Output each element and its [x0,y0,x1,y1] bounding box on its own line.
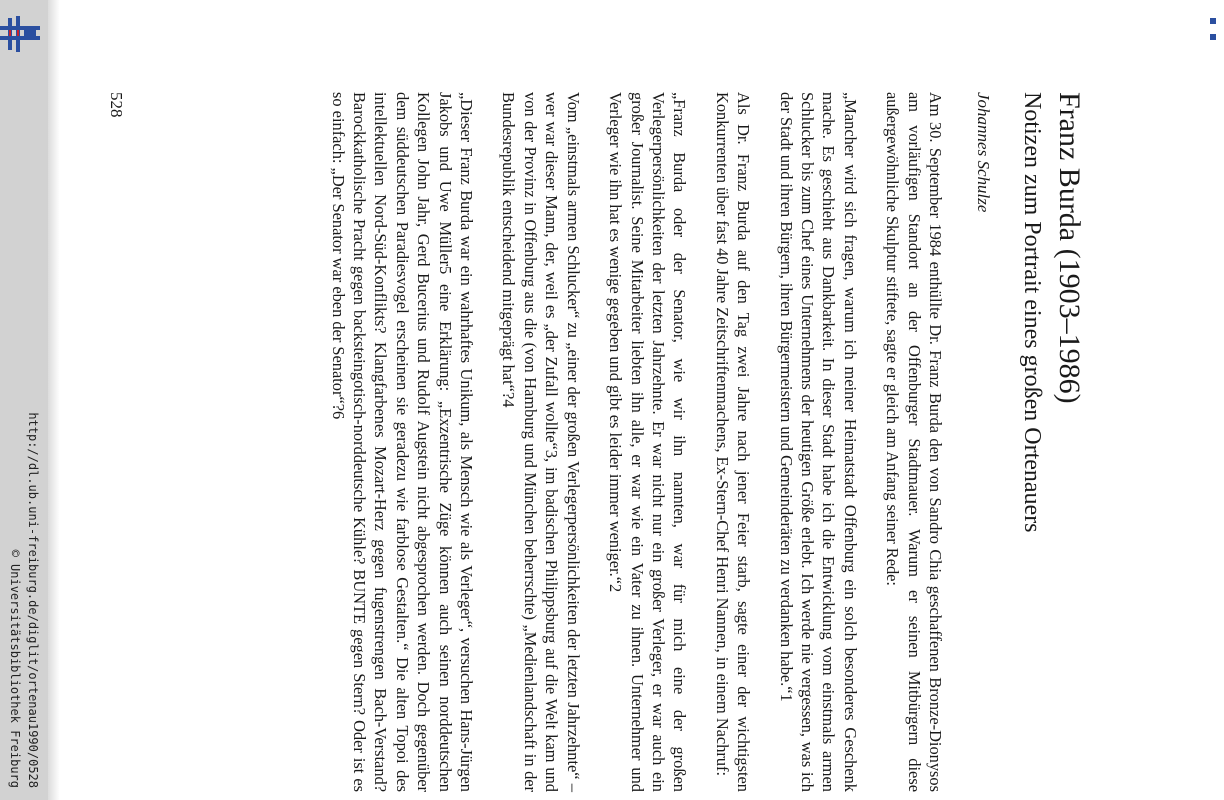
viewer-sidebar [0,0,48,800]
paragraph: „Mancher wird sich fragen, warum ich meiner Heimatstadt Offenburg ein solch besonderes Geschenk mache. Es geschieht aus Dankbarkeit. In dieser Stadt habe ich die Entwicklung vom einstmals armen Schlucker bis zum Chef eines Unternehmens der heutigen Größe erlebt. Ich werde nie vergessen, was ich der Stadt und ihren Bürgern, ihren Bürgermeistern und Gemeinderäten zu verdanken habe.“1 [776,92,860,792]
page-edge-shadow [48,0,60,800]
paragraph: Als Dr. Franz Burda auf den Tag zwei Jahre nach jener Feier starb, sagte einer der wichtigsten Konkurrenten über fast 40 Jahre Zeitschriftenmachens, Ex-Stern-Chef Henri Nannen, in einem Nachruf: [712,92,754,792]
page-marker-icon [1210,18,1216,40]
article-title: Franz Burda (1903–1986) [1053,92,1086,404]
page-content [86,92,1110,792]
source-url[interactable]: http://dl.ub.uni-freiburg.de/diglit/ortenau1990/0528 [26,412,40,788]
page-number: 528 [107,92,126,118]
scanned-page [86,92,1110,792]
article-subtitle: Notizen zum Portrait eines großen Ortenauers [1019,92,1045,533]
paragraph: „Franz Burda oder der Senator, wie wir ihn nannten, war für mich eine der großen Verlegerpersönlichkeiten der letzten Jahrzehnte. Er war nicht nur ein großer Verleger, er war auch ein großer Journalist. Seine Mitarbeiter liebten ihn alle, er war wie ein Vater zu ihnen. Unternehmer und Verleger wie ihn hat es wenige gegeben und gibt es leider immer weniger.“2 [606,92,690,792]
article-author: Johannes Schulze [974,92,993,213]
paragraph: Am 30. September 1984 enthüllte Dr. Franz Burda den von Sandro Chia geschaffenen Bronze-Dionysos am vorläufigen Standort an der Offenburger Stadtmauer. Warum er seinen Mitbürgern diese außergewöhnliche Skulptur stiftete, sagte er gleich am Anfang seiner Rede: [883,92,945,792]
paragraph: „Dieser Franz Burda war ein wahrhaftes Unikum, als Mensch wie als Verleger“, versuchen Hans-Jürgen Jakobs und Uwe Müller5 eine Erklärung: „Exzentrische Züge können auch seinen norddeutschen Kollegen John Jahr, Gerd Bucerius und Rudolf Augstein nicht abgesprochen werden. Doch gegenüber dem süddeutschen Paradiesvogel erscheinen sie geradezu wie farblose Gestalten.“ Die alten Topoi des intellektuellen Nord-Süd-Konflikts? Klangfarbenes Mozart-Herz gegen fugenstrengen Bach-Verstand? Barockkatholische Pracht gegen backsteingotisch-norddeutsche Kühle? BUNTE gegen Stern? Oder ist es so einfach: „Der Senator war eben der Senator“?6 [328,92,477,792]
paragraph: Vom „einstmals armen Schlucker“ zu „einer der großen Verlegerpersönlichkeiten der letzten Jahrzehnte“ – wer war dieser Mann, der, weil es „der Zufall wollte“3, im badischen Philippsburg auf die Welt kam und von der Provinz in Offenburg aus die (von Hamburg und München beherrschte) „Medienlandschaft in der Bundesrepublik entscheidend mitgeprägt hat“?4 [499,92,583,792]
copyright-notice: © Universitätsbibliothek Freiburg [8,549,22,788]
viewer-info [0,0,48,800]
